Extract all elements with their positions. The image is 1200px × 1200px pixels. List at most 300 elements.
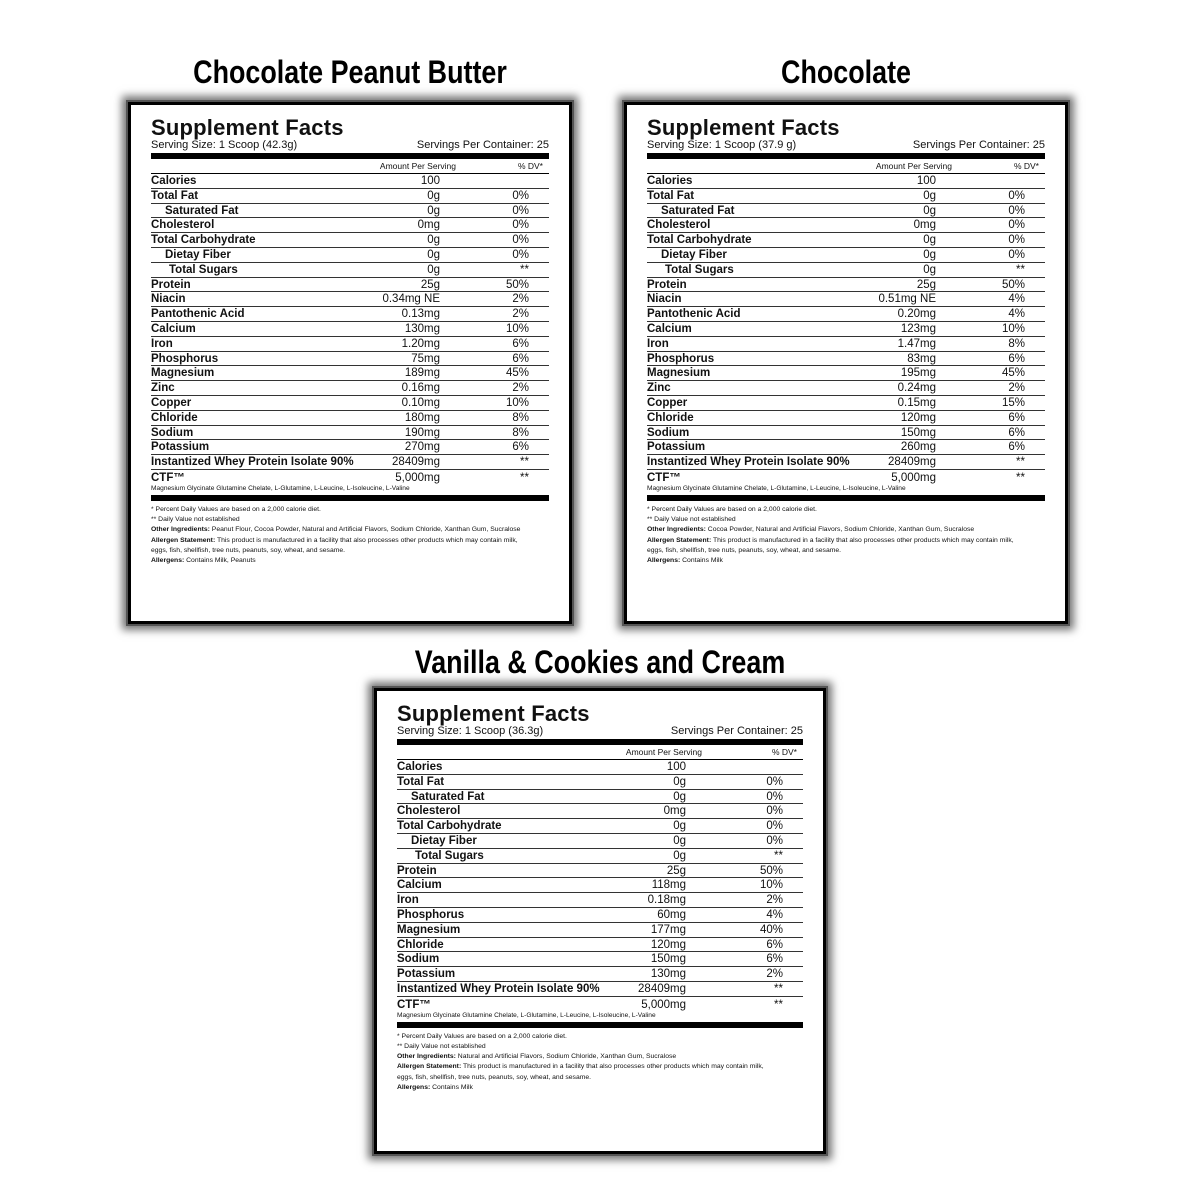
nutrient-dv: 0% bbox=[512, 204, 529, 217]
allergens bbox=[151, 556, 549, 566]
nutrient-name: Pantothenic Acid bbox=[151, 308, 245, 321]
nutrient-dv: ** bbox=[1016, 456, 1025, 469]
nutrient-name: Total Sugars bbox=[665, 263, 734, 276]
nutrient-name: Zinc bbox=[151, 382, 175, 395]
nutrient-row bbox=[151, 322, 549, 337]
allergen-statement-continued: eggs, fish, shellfish, tree nuts, peanuts, soy, wheat, and sesame. bbox=[151, 546, 346, 554]
ctf-amount: 5,000mg bbox=[891, 471, 936, 484]
nutrient-amount: 25g bbox=[916, 278, 936, 291]
ctf-dv: ** bbox=[520, 471, 529, 484]
nutrient-row bbox=[151, 426, 549, 441]
nutrient-dv: 0% bbox=[766, 834, 783, 847]
supplement-facts-panel-vanilla-cookies-cream bbox=[374, 688, 826, 1154]
nutrient-dv: 4% bbox=[1008, 308, 1025, 321]
nutrient-amount: 0.20mg bbox=[897, 308, 936, 321]
serving-info bbox=[151, 139, 549, 159]
nutrient-name: Iron bbox=[397, 894, 419, 907]
nutrient-row bbox=[151, 218, 549, 233]
nutrient-amount: 100 bbox=[916, 175, 936, 187]
nutrient-row bbox=[647, 337, 1045, 352]
nutrient-dv: ** bbox=[774, 849, 783, 862]
nutrient-dv: 6% bbox=[512, 337, 529, 350]
amount-per-serving-header: Amount Per Serving bbox=[875, 161, 952, 171]
nutrient-dv: ** bbox=[1016, 263, 1025, 276]
nutrient-name: Saturated Fat bbox=[165, 204, 239, 217]
nutrient-amount: 0g bbox=[923, 234, 936, 247]
nutrient-dv: 45% bbox=[505, 367, 529, 380]
nutrient-name: Phosphorus bbox=[397, 908, 465, 921]
nutrient-amount: 150mg bbox=[650, 953, 686, 966]
nutrient-row bbox=[397, 760, 803, 775]
nutrient-row bbox=[647, 440, 1045, 455]
nutrient-name: Total Carbohydrate bbox=[647, 234, 752, 247]
servings-per-container: Servings Per Container: 25 bbox=[912, 139, 1045, 151]
servings-per-container: Servings Per Container: 25 bbox=[670, 725, 803, 737]
nutrient-name: Magnesium bbox=[397, 923, 461, 936]
nutrient-amount: 28409mg bbox=[638, 982, 686, 995]
nutrient-row bbox=[647, 396, 1045, 411]
nutrient-dv: 8% bbox=[512, 426, 529, 439]
nutrient-name: Total Sugars bbox=[415, 849, 484, 862]
nutrient-row bbox=[151, 248, 549, 263]
nutrient-name: Cholesterol bbox=[647, 219, 711, 232]
allergen-statement-text: This product is manufactured in a facility that also processes other products which may contain milk, bbox=[461, 1063, 764, 1071]
nutrient-row bbox=[151, 337, 549, 352]
nutrient-dv: 6% bbox=[1008, 426, 1025, 439]
nutrient-name: Chloride bbox=[397, 938, 444, 951]
nutrient-row bbox=[151, 189, 549, 204]
footnotes bbox=[397, 1032, 803, 1093]
allergen-statement bbox=[647, 536, 1045, 546]
nutrient-amount: 0g bbox=[673, 790, 686, 803]
nutrient-row bbox=[647, 307, 1045, 322]
nutrient-name: Total Sugars bbox=[169, 263, 238, 276]
nutrient-amount: 28409mg bbox=[392, 456, 440, 469]
nutrient-row bbox=[647, 455, 1045, 470]
nutrient-row bbox=[397, 982, 803, 997]
nutrient-name: Instantized Whey Protein Isolate 90% bbox=[151, 456, 354, 469]
nutrient-amount: 0g bbox=[923, 189, 936, 202]
nutrient-row bbox=[151, 174, 549, 189]
nutrient-row bbox=[647, 366, 1045, 381]
nutrient-name: Calories bbox=[397, 761, 443, 773]
nutrient-amount: 0g bbox=[673, 775, 686, 788]
nutrient-amount: 0.24mg bbox=[897, 382, 936, 395]
serving-size: Serving Size: 1 Scoop (36.3g) bbox=[397, 725, 544, 737]
nutrient-amount: 100 bbox=[420, 175, 440, 187]
other-ingredients-text: Cocoa Powder, Natural and Artificial Flavors, Sodium Chloride, Xanthan Gum, Sucralose bbox=[705, 526, 975, 534]
nutrient-name: Magnesium bbox=[647, 367, 711, 380]
nutrient-row bbox=[397, 923, 803, 938]
other-ingredients bbox=[647, 525, 1045, 535]
allergens-text: Contains Milk bbox=[430, 1083, 473, 1091]
allergens-label: Allergens: bbox=[151, 556, 185, 564]
nutrient-dv bbox=[686, 760, 803, 774]
supplement-facts-title: Supplement Facts bbox=[397, 701, 590, 726]
nutrient-name: Niacin bbox=[647, 293, 682, 306]
nutrient-name: Chloride bbox=[647, 411, 694, 424]
nutrient-amount: 195mg bbox=[900, 367, 936, 380]
allergens bbox=[647, 556, 1045, 566]
allergen-statement bbox=[151, 536, 549, 546]
nutrient-dv: ** bbox=[520, 456, 529, 469]
nutrient-name: Pantothenic Acid bbox=[647, 308, 741, 321]
servings-per-container: Servings Per Container: 25 bbox=[416, 139, 549, 151]
table-header bbox=[647, 159, 1045, 174]
nutrient-amount: 0g bbox=[923, 248, 936, 261]
nutrient-name: Calories bbox=[647, 175, 693, 187]
nutrient-dv: 0% bbox=[1008, 248, 1025, 261]
nutrient-dv: 50% bbox=[505, 278, 529, 291]
nutrient-amount: 1.20mg bbox=[401, 337, 440, 350]
ctf-name: CTF™ bbox=[397, 998, 431, 1011]
allergen-statement-text: This product is manufactured in a facility that also processes other products which may contain milk, bbox=[711, 536, 1014, 544]
nutrient-dv: 15% bbox=[1001, 396, 1025, 409]
allergen-statement-continued: eggs, fish, shellfish, tree nuts, peanuts, soy, wheat, and sesame. bbox=[647, 546, 842, 554]
allergens-label: Allergens: bbox=[647, 556, 681, 564]
nutrient-name: Zinc bbox=[647, 382, 671, 395]
nutrient-row bbox=[397, 967, 803, 982]
serving-size: Serving Size: 1 Scoop (42.3g) bbox=[151, 139, 298, 151]
nutrient-amount: 260mg bbox=[900, 441, 936, 454]
nutrient-row bbox=[647, 189, 1045, 204]
nutrient-row bbox=[397, 878, 803, 893]
nutrient-name: Saturated Fat bbox=[411, 790, 485, 803]
amount-per-serving-header: Amount Per Serving bbox=[379, 161, 456, 171]
supplement-facts-panel-chocolate-peanut-butter bbox=[128, 102, 572, 624]
nutrient-dv: 50% bbox=[1001, 278, 1025, 291]
nutrient-dv: 2% bbox=[512, 382, 529, 395]
nutrient-dv: 6% bbox=[512, 352, 529, 365]
nutrient-row bbox=[647, 322, 1045, 337]
nutrient-name: Calcium bbox=[397, 879, 442, 892]
nutrient-dv: 2% bbox=[766, 894, 783, 907]
nutrient-dv: 40% bbox=[759, 923, 783, 936]
nutrient-dv: 0% bbox=[766, 790, 783, 803]
ctf-ingredients: Magnesium Glycinate Glutamine Chelate, L-Glutamine, L-Leucine, L-Isoleucine, L-Valine bbox=[647, 484, 906, 492]
nutrient-name: Potassium bbox=[151, 441, 210, 454]
nutrient-name: Potassium bbox=[647, 441, 706, 454]
nutrient-dv: 2% bbox=[512, 308, 529, 321]
nutrient-name: Sodium bbox=[647, 426, 690, 439]
nutrient-amount: 150mg bbox=[900, 426, 936, 439]
serving-info bbox=[397, 725, 803, 745]
nutrient-name: Protein bbox=[151, 278, 191, 291]
nutrient-name: Instantized Whey Protein Isolate 90% bbox=[647, 456, 850, 469]
nutrient-amount: 0.13mg bbox=[401, 308, 440, 321]
nutrient-amount: 0g bbox=[673, 834, 686, 847]
nutrient-row bbox=[647, 248, 1045, 263]
nutrient-row bbox=[647, 381, 1045, 396]
ctf-block bbox=[397, 997, 803, 1028]
nutrient-name: Calcium bbox=[151, 322, 196, 335]
allergen-statement-text: This product is manufactured in a facility that also processes other products which may contain milk, bbox=[215, 536, 518, 544]
footnote-no-dv: ** Daily Value not established bbox=[647, 516, 736, 524]
ctf-ingredients: Magnesium Glycinate Glutamine Chelate, L-Glutamine, L-Leucine, L-Isoleucine, L-Valine bbox=[151, 484, 410, 492]
nutrient-amount: 1.47mg bbox=[897, 337, 936, 350]
nutrient-name: Dietay Fiber bbox=[661, 248, 727, 261]
nutrient-dv: 8% bbox=[512, 411, 529, 424]
nutrient-amount: 25g bbox=[420, 278, 440, 291]
nutrient-dv: 8% bbox=[1008, 337, 1025, 350]
nutrient-dv: 2% bbox=[512, 293, 529, 306]
allergens-label: Allergens: bbox=[397, 1083, 431, 1091]
ctf-amount: 5,000mg bbox=[395, 471, 440, 484]
nutrient-name: Cholesterol bbox=[151, 219, 215, 232]
nutrient-name: Calories bbox=[151, 175, 197, 187]
nutrient-row bbox=[647, 218, 1045, 233]
nutrient-dv: 0% bbox=[1008, 204, 1025, 217]
nutrient-name: Protein bbox=[647, 278, 687, 291]
nutrient-dv: 10% bbox=[1001, 322, 1025, 335]
nutrient-name: Sodium bbox=[397, 953, 440, 966]
ctf-dv: ** bbox=[774, 998, 783, 1011]
nutrient-dv: 6% bbox=[1008, 352, 1025, 365]
nutrient-dv: 2% bbox=[1008, 382, 1025, 395]
nutrient-dv: 0% bbox=[766, 820, 783, 833]
table-header bbox=[397, 745, 803, 760]
nutrient-row bbox=[397, 908, 803, 923]
nutrient-name: Niacin bbox=[151, 293, 186, 306]
nutrient-amount: 25g bbox=[666, 864, 686, 877]
nutrient-dv: 45% bbox=[1001, 367, 1025, 380]
nutrient-name: Phosphorus bbox=[647, 352, 715, 365]
nutrient-row bbox=[151, 366, 549, 381]
allergens-text: Contains Milk, Peanuts bbox=[184, 556, 256, 564]
nutrient-amount: 0g bbox=[427, 189, 440, 202]
dv-header: % DV* bbox=[517, 161, 543, 171]
nutrient-amount: 120mg bbox=[900, 411, 936, 424]
other-ingredients-label: Other Ingredients: bbox=[151, 526, 210, 534]
nutrient-name: Copper bbox=[647, 396, 688, 409]
nutrient-dv bbox=[936, 174, 1045, 188]
nutrient-name: Total Fat bbox=[151, 189, 199, 202]
nutrient-dv: ** bbox=[774, 982, 783, 995]
nutrient-row bbox=[647, 263, 1045, 278]
supplement-facts-title: Supplement Facts bbox=[151, 115, 344, 140]
amount-per-serving-header: Amount Per Serving bbox=[625, 747, 702, 757]
nutrient-dv: 4% bbox=[766, 908, 783, 921]
nutrient-dv: 6% bbox=[1008, 441, 1025, 454]
other-ingredients bbox=[151, 525, 549, 535]
supplement-facts-panel-chocolate bbox=[624, 102, 1068, 624]
nutrient-name: Saturated Fat bbox=[661, 204, 735, 217]
nutrient-dv: 0% bbox=[1008, 219, 1025, 232]
nutrient-amount: 0.16mg bbox=[401, 382, 440, 395]
nutrient-dv: 4% bbox=[1008, 293, 1025, 306]
nutrient-row bbox=[397, 893, 803, 908]
nutrient-amount: 120mg bbox=[650, 938, 686, 951]
nutrient-amount: 0mg bbox=[663, 805, 686, 818]
allergen-statement-label: Allergen Statement: bbox=[397, 1063, 462, 1071]
nutrient-dv: 0% bbox=[1008, 189, 1025, 202]
nutrient-dv: 6% bbox=[766, 938, 783, 951]
nutrient-name: Total Carbohydrate bbox=[151, 234, 256, 247]
nutrient-name: Chloride bbox=[151, 411, 198, 424]
dv-header: % DV* bbox=[771, 747, 797, 757]
other-ingredients-text: Natural and Artificial Flavors, Sodium Chloride, Xanthan Gum, Sucralose bbox=[455, 1053, 677, 1061]
nutrient-dv: 10% bbox=[505, 322, 529, 335]
flavor-title-chocolate: Chocolate bbox=[781, 54, 911, 90]
nutrient-name: Iron bbox=[151, 337, 173, 350]
nutrient-amount: 0.34mg NE bbox=[382, 293, 440, 306]
nutrient-amount: 0g bbox=[673, 820, 686, 833]
footnote-no-dv: ** Daily Value not established bbox=[151, 516, 240, 524]
ctf-ingredients: Magnesium Glycinate Glutamine Chelate, L-Glutamine, L-Leucine, L-Isoleucine, L-Valine bbox=[397, 1011, 656, 1019]
other-ingredients-label: Other Ingredients: bbox=[397, 1053, 456, 1061]
nutrient-row bbox=[151, 204, 549, 219]
nutrient-row bbox=[397, 938, 803, 953]
nutrient-amount: 0g bbox=[673, 849, 686, 862]
nutrient-amount: 118mg bbox=[651, 879, 686, 892]
nutrient-row bbox=[647, 426, 1045, 441]
nutrient-name: Dietay Fiber bbox=[165, 248, 231, 261]
nutrient-row bbox=[151, 307, 549, 322]
nutrient-row bbox=[397, 834, 803, 849]
nutrient-name: Total Fat bbox=[397, 775, 445, 788]
table-header bbox=[151, 159, 549, 174]
nutrient-amount: 0mg bbox=[417, 219, 440, 232]
nutrient-dv: 50% bbox=[759, 864, 783, 877]
nutrient-row bbox=[397, 790, 803, 805]
nutrient-row bbox=[397, 864, 803, 879]
nutrient-row bbox=[151, 292, 549, 307]
nutrient-amount: 123mg bbox=[900, 322, 936, 335]
serving-info bbox=[647, 139, 1045, 159]
nutrient-row bbox=[151, 455, 549, 470]
allergen-statement-continued: eggs, fish, shellfish, tree nuts, peanuts, soy, wheat, and sesame. bbox=[397, 1073, 592, 1081]
nutrient-amount: 0.18mg bbox=[647, 894, 686, 907]
allergens bbox=[397, 1083, 803, 1093]
allergen-statement-label: Allergen Statement: bbox=[151, 536, 216, 544]
nutrient-dv: 0% bbox=[512, 189, 529, 202]
nutrient-dv: 0% bbox=[1008, 234, 1025, 247]
nutrient-row bbox=[397, 775, 803, 790]
nutrient-name: Instantized Whey Protein Isolate 90% bbox=[397, 982, 600, 995]
nutrient-row bbox=[397, 849, 803, 864]
flavor-title-chocolate-peanut-butter: Chocolate Peanut Butter bbox=[193, 54, 507, 90]
nutrient-dv: 0% bbox=[512, 219, 529, 232]
ctf-block bbox=[647, 470, 1045, 501]
nutrient-name: Calcium bbox=[647, 322, 692, 335]
nutrient-row bbox=[397, 819, 803, 834]
nutrient-name: Potassium bbox=[397, 968, 456, 981]
allergens-text: Contains Milk bbox=[680, 556, 723, 564]
nutrient-amount: 0mg bbox=[913, 219, 936, 232]
nutrient-dv: 6% bbox=[1008, 411, 1025, 424]
nutrient-name: Phosphorus bbox=[151, 352, 219, 365]
nutrient-name: Protein bbox=[397, 864, 437, 877]
nutrient-row bbox=[151, 411, 549, 426]
nutrient-amount: 190mg bbox=[404, 426, 440, 439]
footnote-dv: * Percent Daily Values are based on a 2,000 calorie diet. bbox=[151, 505, 321, 513]
nutrient-amount: 0.10mg bbox=[401, 396, 440, 409]
nutrient-amount: 100 bbox=[666, 761, 686, 773]
nutrient-amount: 189mg bbox=[404, 367, 440, 380]
nutrient-amount: 177mg bbox=[650, 923, 686, 936]
allergen-statement-label: Allergen Statement: bbox=[647, 536, 712, 544]
nutrient-row bbox=[647, 352, 1045, 367]
nutrient-amount: 270mg bbox=[404, 441, 440, 454]
nutrient-dv: 6% bbox=[512, 441, 529, 454]
nutrient-amount: 130mg bbox=[650, 968, 686, 981]
nutrient-name: Iron bbox=[647, 337, 669, 350]
nutrient-amount: 0.15mg bbox=[897, 396, 936, 409]
flavor-title-vanilla-cookies-cream: Vanilla & Cookies and Cream bbox=[414, 644, 786, 680]
nutrient-amount: 0g bbox=[427, 234, 440, 247]
footnote-no-dv: ** Daily Value not established bbox=[397, 1042, 486, 1050]
nutrient-row bbox=[647, 204, 1045, 219]
serving-size: Serving Size: 1 Scoop (37.9 g) bbox=[647, 139, 797, 151]
nutrient-row bbox=[647, 411, 1045, 426]
nutrient-row bbox=[151, 396, 549, 411]
nutrient-row bbox=[151, 278, 549, 293]
nutrient-name: Magnesium bbox=[151, 367, 215, 380]
nutrient-row bbox=[151, 381, 549, 396]
footnote-dv: * Percent Daily Values are based on a 2,000 calorie diet. bbox=[397, 1032, 567, 1040]
nutrient-dv bbox=[440, 174, 549, 188]
footnotes bbox=[151, 505, 549, 566]
nutrient-amount: 60mg bbox=[657, 908, 686, 921]
nutrient-name: Sodium bbox=[151, 426, 194, 439]
nutrient-amount: 0g bbox=[923, 263, 936, 276]
nutrient-amount: 75mg bbox=[411, 352, 440, 365]
dv-header: % DV* bbox=[1013, 161, 1039, 171]
nutrient-row bbox=[647, 278, 1045, 293]
nutrient-amount: 0g bbox=[427, 204, 440, 217]
nutrient-dv: 0% bbox=[766, 775, 783, 788]
nutrient-dv: 6% bbox=[766, 953, 783, 966]
nutrient-amount: 0.51mg NE bbox=[878, 293, 936, 306]
nutrient-amount: 0g bbox=[923, 204, 936, 217]
ctf-dv: ** bbox=[1016, 471, 1025, 484]
nutrient-name: Cholesterol bbox=[397, 805, 461, 818]
other-ingredients bbox=[397, 1052, 803, 1062]
nutrient-amount: 0g bbox=[427, 263, 440, 276]
nutrient-row bbox=[397, 804, 803, 819]
other-ingredients-label: Other Ingredients: bbox=[647, 526, 706, 534]
nutrient-dv: 0% bbox=[512, 234, 529, 247]
footnotes bbox=[647, 505, 1045, 566]
nutrient-row bbox=[151, 440, 549, 455]
other-ingredients-text: Peanut Flour, Cocoa Powder, Natural and Artificial Flavors, Sodium Chloride, Xanthan Gum, Sucralose bbox=[209, 526, 521, 534]
nutrient-name: Dietay Fiber bbox=[411, 834, 477, 847]
nutrient-row bbox=[647, 292, 1045, 307]
ctf-name: CTF™ bbox=[151, 471, 185, 484]
nutrient-row bbox=[647, 233, 1045, 248]
ctf-block bbox=[151, 470, 549, 501]
nutrient-dv: ** bbox=[520, 263, 529, 276]
nutrient-dv: 10% bbox=[759, 879, 783, 892]
nutrient-row bbox=[647, 174, 1045, 189]
nutrient-row bbox=[151, 233, 549, 248]
ctf-amount: 5,000mg bbox=[641, 998, 686, 1011]
allergen-statement bbox=[397, 1062, 803, 1072]
nutrient-dv: 2% bbox=[766, 968, 783, 981]
nutrient-amount: 28409mg bbox=[888, 456, 936, 469]
supplement-facts-title: Supplement Facts bbox=[647, 115, 840, 140]
nutrient-row bbox=[151, 263, 549, 278]
nutrient-amount: 83mg bbox=[907, 352, 936, 365]
nutrient-amount: 130mg bbox=[404, 322, 440, 335]
nutrient-dv: 10% bbox=[505, 396, 529, 409]
nutrient-name: Copper bbox=[151, 396, 192, 409]
nutrient-dv: 0% bbox=[512, 248, 529, 261]
nutrient-dv: 0% bbox=[766, 805, 783, 818]
nutrient-name: Total Carbohydrate bbox=[397, 820, 502, 833]
ctf-name: CTF™ bbox=[647, 471, 681, 484]
footnote-dv: * Percent Daily Values are based on a 2,000 calorie diet. bbox=[647, 505, 817, 513]
